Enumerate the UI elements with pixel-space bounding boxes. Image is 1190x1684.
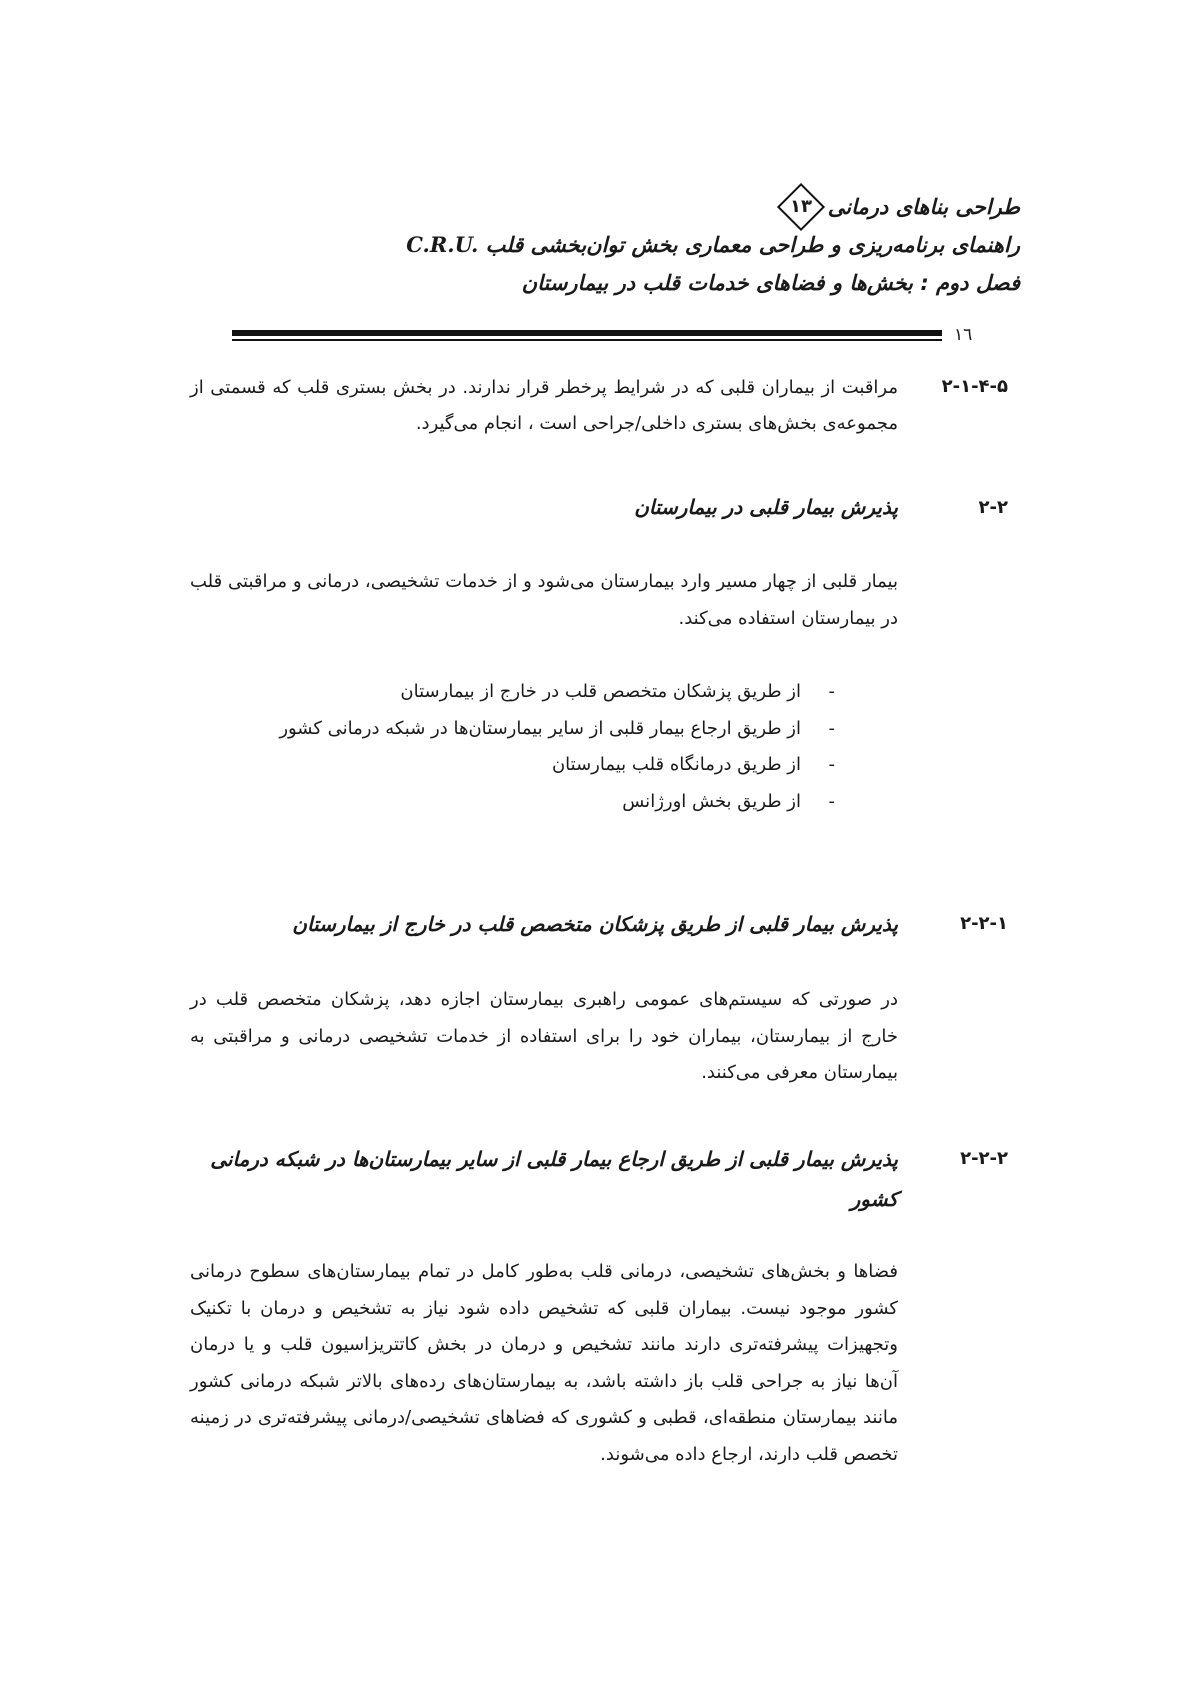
guide-code: C.R.U. bbox=[406, 232, 479, 257]
running-header bbox=[230, 188, 1020, 302]
list-item-text: از طریق درمانگاه قلب بیمارستان bbox=[551, 754, 801, 775]
volume-badge bbox=[777, 183, 825, 231]
series-title: طراحی بناهای درمانی bbox=[827, 195, 1020, 219]
section-number: ۲-۲ bbox=[978, 497, 1008, 518]
paragraph: فضاها و بخش‌های تشخیصی، درمانی قلب به‌طور کامل در تمام بیمارستان‌های سطوح درمانی کشور موجود نیست. بیماران قلبی که تشخیص داده شود نیاز به تشخیص و درمان با تکنیک وتجهیزات پیشرفته‌تری دارند مانند تشخیص و درمان در بخش کاتتریزاسیون قلب و یا درمان آن‌ها نیاز به جراحی قلب باز داشته باشد، به بیمارستان‌های رده‌های بالاتر شبکه درمانی کشور مانند بیمارستان منطقه‌ای، قطبی و کشوری که فضاهای تشخیصی/درمانی پیشرفته‌تری در زمینه تخصص قلب دارند، ارجاع داده می‌شوند. bbox=[190, 1261, 898, 1465]
list-item-text: از طریق بخش اورژانس bbox=[622, 790, 801, 812]
section-heading: پذیرش بیمار قلبی از طریق پزشکان متخصص قلب در خارج از بیمارستان bbox=[292, 912, 898, 936]
series-title-row bbox=[230, 188, 1020, 226]
page-number: ١٦ bbox=[954, 325, 973, 345]
section-number: ۲-۲-۱ bbox=[960, 913, 1008, 934]
bullet-marker: - bbox=[828, 681, 835, 702]
chapter-title: فصل دوم : بخش‌ها و فضاهای خدمات قلب در بیمارستان bbox=[521, 271, 1020, 295]
volume-number: ۱۳ bbox=[789, 196, 812, 218]
section-number: ۲-۲-۲ bbox=[960, 1148, 1008, 1169]
list-item bbox=[195, 747, 835, 784]
bullet-marker: - bbox=[828, 717, 835, 739]
guide-title-row bbox=[230, 226, 1020, 264]
section-heading: پذیرش بیمار قلبی از طریق ارجاع بیمار قلبی از سایر بیمارستان‌ها در شبکه درمانی کشور bbox=[210, 1147, 898, 1211]
list-item-text: از طریق پزشکان متخصص قلب در خارج از بیمارستان bbox=[400, 681, 801, 702]
bullet-marker: - bbox=[828, 754, 835, 775]
section-heading: پذیرش بیمار قلبی در بیمارستان bbox=[634, 495, 898, 519]
paragraph: بیمار قلبی از چهار مسیر وارد بیمارستان می‌شود و از خدمات تشخیصی، درمانی و مراقبتی قلب در بیمارستان استفاده می‌کند. bbox=[190, 571, 898, 629]
bullet-list bbox=[195, 674, 835, 820]
paragraph: در صورتی که سیستم‌های عمومی راهبری بیمارستان اجازه دهد، پزشکان متخصص قلب در خارج از بیمارستان، بیماران خود را برای استفاده از خدمات تشخیصی درمانی و مراقبتی به بیمارستان معرفی می‌کنند. bbox=[190, 989, 898, 1083]
bullet-marker: - bbox=[828, 790, 835, 812]
list-item bbox=[195, 784, 835, 821]
section-number: ۲-۱-۴-۵ bbox=[941, 376, 1008, 397]
list-item bbox=[195, 711, 835, 748]
paragraph: مراقبت از بیماران قلبی که در شرایط پرخطر قرار ندارند. در بخش بستری قلب که قسمتی از مجموعه‌ی بخش‌های بستری داخلی/جراحی است ، انجام می‌گیرد. bbox=[190, 377, 898, 434]
header-rule-thin bbox=[232, 339, 942, 341]
guide-title: راهنمای برنامه‌ریزی و طراحی معماری بخش توان‌بخشی قلب bbox=[485, 233, 1020, 257]
header-rule-thick bbox=[232, 330, 942, 336]
list-item-text: از طریق ارجاع بیمار قلبی از سایر بیمارستان‌ها در شبکه درمانی کشور bbox=[279, 717, 801, 739]
list-item bbox=[195, 674, 835, 711]
